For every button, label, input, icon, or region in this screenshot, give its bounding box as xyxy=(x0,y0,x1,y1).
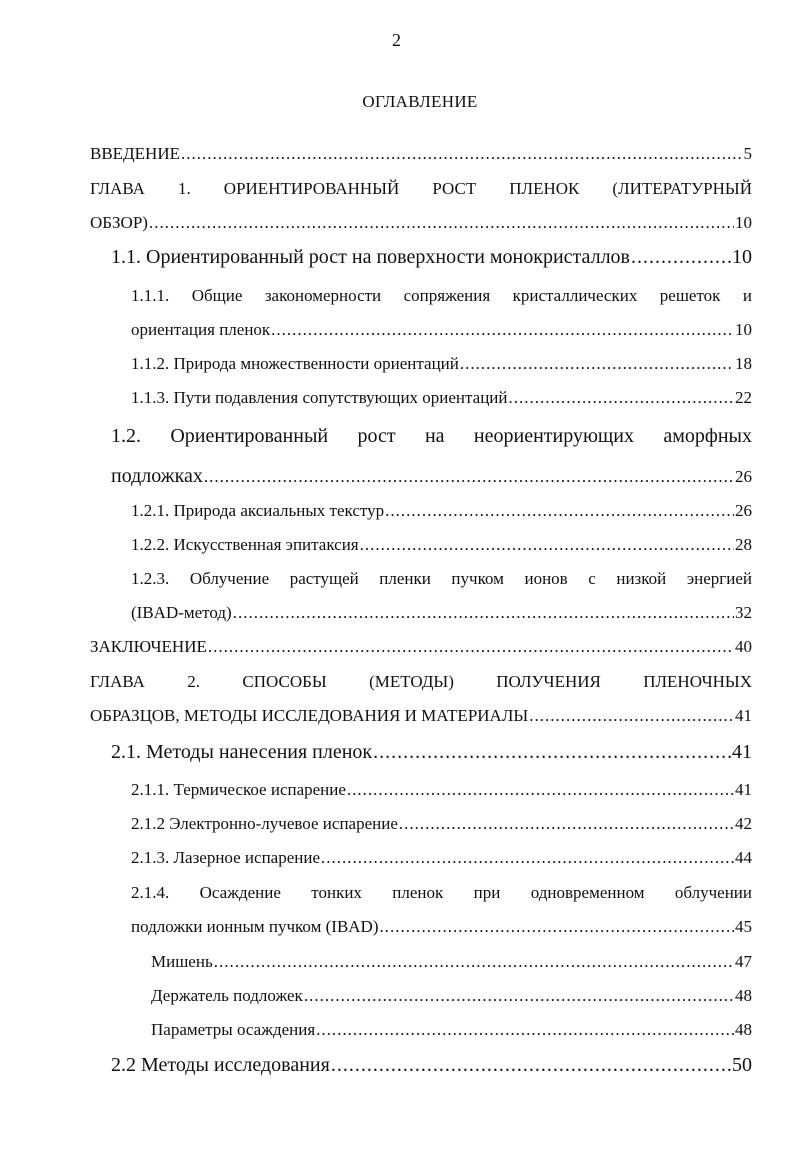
toc-entry-1-2-line1[interactable]: 1.2. Ориентированный рост на неориентирующих аморфных xyxy=(111,425,752,447)
toc-entry-page: 10 xyxy=(735,320,752,339)
toc-entry-page: 41 xyxy=(732,741,752,763)
toc-entry-page: 28 xyxy=(735,535,752,554)
leader-dots xyxy=(214,951,734,973)
toc-entry-title: 1.2.2. Искусственная эпитаксия xyxy=(131,535,359,554)
toc-entry-page: 45 xyxy=(735,917,752,936)
leader-dots xyxy=(208,636,734,658)
leader-dots xyxy=(204,466,734,488)
leader-dots xyxy=(373,739,731,765)
toc-entry-page: 26 xyxy=(735,501,752,520)
leader-dots xyxy=(304,985,734,1007)
toc-entry-title: 2.1.3. Лазерное испарение xyxy=(131,848,321,867)
toc-entry-title: 1.1.2. Природа множественности ориентаций xyxy=(131,354,459,373)
toc-entry-1-2-3[interactable] xyxy=(131,602,752,624)
toc-entry-page: 10 xyxy=(735,213,752,232)
toc-entry-1-2-3-line1[interactable]: 1.2.3. Облучение растущей пленки пучком ионов с низкой энергией xyxy=(131,569,752,588)
leader-dots xyxy=(321,847,734,869)
toc-entry-1-1-1-line1[interactable]: 1.1.1. Общие закономерности сопряжения кристаллических решеток и xyxy=(131,286,752,305)
toc-entry-page: 22 xyxy=(735,388,752,407)
toc-entry-title: ВВЕДЕНИЕ xyxy=(90,144,180,163)
leader-dots xyxy=(460,353,734,375)
toc-entry-title: подложки ионным пучком (IBAD) xyxy=(131,917,379,936)
toc-entry-1-1[interactable] xyxy=(111,244,752,270)
toc-entry-page: 10 xyxy=(732,246,752,268)
leader-dots xyxy=(399,813,734,835)
toc-entry-2-2[interactable] xyxy=(111,1052,752,1078)
toc-entry-2-1-2[interactable] xyxy=(131,813,752,835)
leader-dots xyxy=(331,1052,731,1078)
leader-dots xyxy=(529,705,734,727)
leader-dots xyxy=(347,779,734,801)
toc-entry-page: 5 xyxy=(743,144,752,163)
toc-entry-page: 42 xyxy=(735,814,752,833)
leader-dots xyxy=(360,534,734,556)
toc-entry-title: ЗАКЛЮЧЕНИЕ xyxy=(90,637,207,656)
toc-entry-title: Мишень xyxy=(151,952,213,971)
leader-dots xyxy=(631,244,731,270)
toc-entry-title: ориентация пленок xyxy=(131,320,271,339)
toc-entry-deposition-parameters[interactable] xyxy=(151,1019,752,1041)
toc-entry-2-1-4[interactable] xyxy=(131,916,752,938)
toc-entry-title: Держатель подложек xyxy=(151,986,303,1005)
toc-entry-page: 32 xyxy=(735,603,752,622)
toc-entry-introduction[interactable] xyxy=(90,143,752,165)
toc-entry-title: 1.1.3. Пути подавления сопутствующих ориентаций xyxy=(131,388,508,407)
toc-title: ОГЛАВЛЕНИЕ xyxy=(362,92,478,111)
toc-entry-2-1-1[interactable] xyxy=(131,779,752,801)
toc-entry-chapter2-line1[interactable]: ГЛАВА 2. СПОСОБЫ (МЕТОДЫ) ПОЛУЧЕНИЯ ПЛЕНОЧНЫХ xyxy=(90,672,752,691)
toc-entry-page: 48 xyxy=(735,1020,752,1039)
leader-dots xyxy=(316,1019,734,1041)
toc-entry-substrate-holder[interactable] xyxy=(151,985,752,1007)
toc-entry-title: 2.1.2 Электронно-лучевое испарение xyxy=(131,814,398,833)
leader-dots xyxy=(181,143,743,165)
toc-entry-1-2[interactable] xyxy=(111,463,752,489)
leader-dots xyxy=(149,212,734,234)
toc-entry-title: ОБРАЗЦОВ, МЕТОДЫ ИССЛЕДОВАНИЯ И МАТЕРИАЛЫ xyxy=(90,706,529,725)
toc-entry-chapter1[interactable] xyxy=(90,212,752,234)
toc-entry-chapter2[interactable] xyxy=(90,705,752,727)
toc-entry-1-1-2[interactable] xyxy=(131,353,752,375)
toc-entry-page: 44 xyxy=(735,848,752,867)
toc-entry-page: 48 xyxy=(735,986,752,1005)
leader-dots xyxy=(271,319,734,341)
toc-entry-title: ОБЗОР) xyxy=(90,213,148,232)
page-number: 2 xyxy=(392,30,401,50)
toc-entry-chapter1-line1[interactable]: ГЛАВА 1. ОРИЕНТИРОВАННЫЙ РОСТ ПЛЕНОК (ЛИТЕРАТУРНЫЙ xyxy=(90,179,752,198)
leader-dots xyxy=(509,387,734,409)
toc-entry-page: 26 xyxy=(735,467,752,486)
leader-dots xyxy=(380,916,735,938)
leader-dots xyxy=(233,602,734,624)
toc-entry-title: 2.2 Методы исследования xyxy=(111,1054,330,1076)
toc-entry-2-1-3[interactable] xyxy=(131,847,752,869)
toc-entry-1-1-3[interactable] xyxy=(131,387,752,409)
toc-entry-page: 41 xyxy=(735,780,752,799)
toc-entry-page: 47 xyxy=(735,952,752,971)
toc-entry-page: 40 xyxy=(735,637,752,656)
toc-entry-page: 41 xyxy=(735,706,752,725)
toc-entry-1-1-1[interactable] xyxy=(131,319,752,341)
toc-entry-page: 50 xyxy=(732,1054,752,1076)
toc-entry-title: 1.2.1. Природа аксиальных текстур xyxy=(131,501,385,520)
toc-entry-2-1[interactable] xyxy=(111,739,752,765)
toc-entry-title: (IBAD-метод) xyxy=(131,603,232,622)
toc-entry-target[interactable] xyxy=(151,951,752,973)
toc-entry-title: 1.1. Ориентированный рост на поверхности монокристаллов xyxy=(111,246,630,268)
toc-entry-title: подложках xyxy=(111,465,203,487)
leader-dots xyxy=(385,500,734,522)
toc-entry-1-2-2[interactable] xyxy=(131,534,752,556)
toc-entry-title: 2.1.1. Термическое испарение xyxy=(131,780,346,799)
toc-entry-conclusion[interactable] xyxy=(90,636,752,658)
toc-entry-1-2-1[interactable] xyxy=(131,500,752,522)
toc-entry-title: Параметры осаждения xyxy=(151,1020,316,1039)
toc-entry-title: 2.1. Методы нанесения пленок xyxy=(111,741,373,763)
toc-entry-2-1-4-line1[interactable]: 2.1.4. Осаждение тонких пленок при одновременном облучении xyxy=(131,883,752,902)
toc-entry-page: 18 xyxy=(735,354,752,373)
